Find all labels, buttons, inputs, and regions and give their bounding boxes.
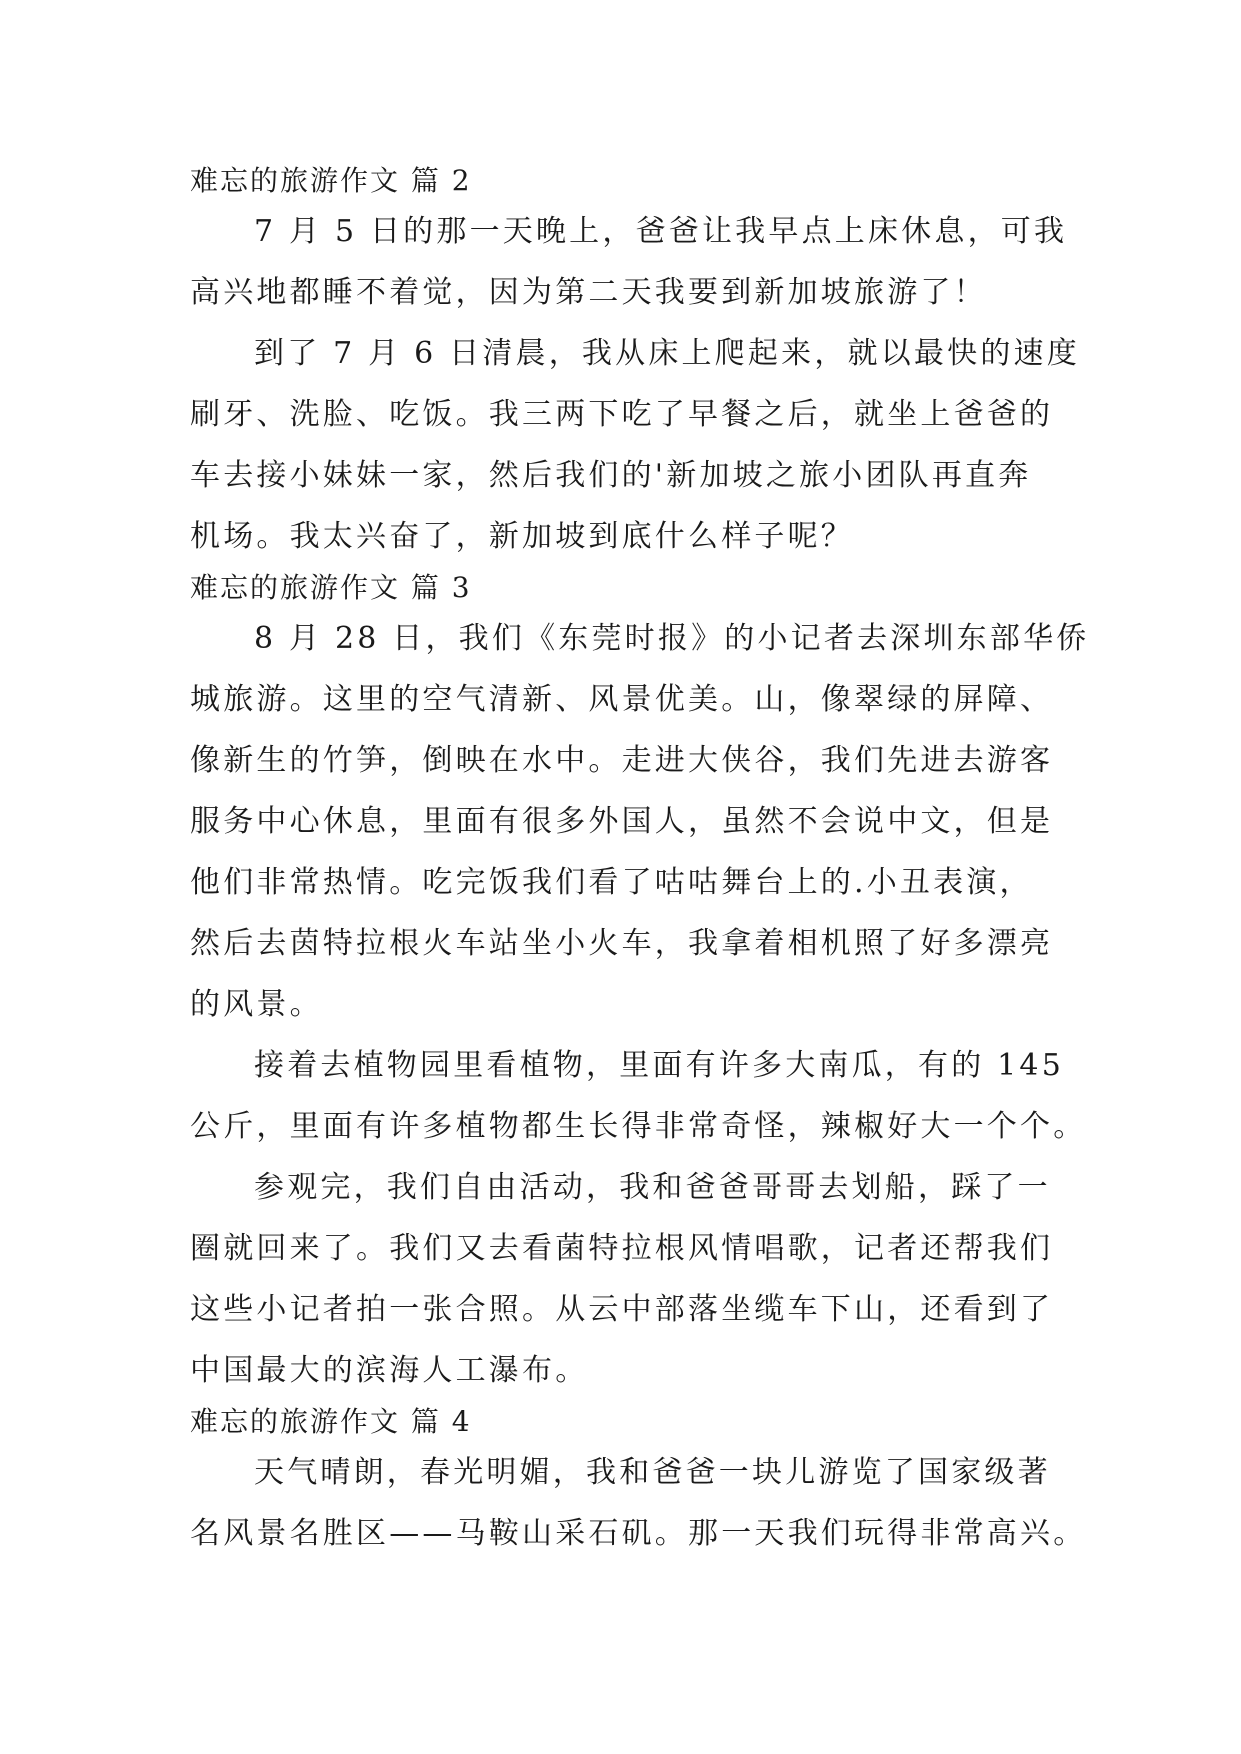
paragraph [190,608,1090,1035]
text-line: 接着去植物园里看植物，里面有许多大南瓜，有的 145 [254,1048,1064,1083]
paragraph [190,1157,1060,1401]
text-line: 到了 7 月 6 日清晨，我从床上爬起来，就以最快的速度 [254,336,1080,371]
text-line: 圈就回来了。我们又去看菌特拉根风情唱歌，记者还帮我们 [190,1231,1054,1266]
text-line: 车去接小妹妹一家，然后我们的'新加坡之旅小团队再直奔 [190,458,1032,493]
text-line: 中国最大的滨海人工瀑布。 [190,1353,589,1388]
text-line: 公斤，里面有许多植物都生长得非常奇怪，辣椒好大一个个。 [190,1109,1087,1144]
text-line: 8 月 28 日，我们《东莞时报》的小记者去深圳东部华侨 [254,621,1090,656]
paragraph [190,1035,1087,1157]
paragraph [190,323,1080,567]
text-line: 这些小记者拍一张合照。从云中部落坐缆车下山，还看到了 [190,1292,1054,1327]
text-line: 参观完，我们自由活动，我和爸爸哥哥去划船，踩了一 [254,1170,1051,1205]
essay-section-4 [190,1401,1087,1564]
paragraph [190,1442,1087,1564]
text-line: 他们非常热情。吃完饭我们看了咕咕舞台上的.小丑表演， [190,865,1033,900]
text-line: 天气晴朗，春光明媚，我和爸爸一块儿游览了国家级著 [254,1455,1051,1490]
text-line: 服务中心休息，里面有很多外国人，虽然不会说中文，但是 [190,804,1054,839]
text-line: 然后去茵特拉根火车站坐小火车，我拿着相机照了好多漂亮 [190,926,1054,961]
text-line: 机场。我太兴奋了，新加坡到底什么样子呢？ [190,519,854,554]
text-line: 名风景名胜区——马鞍山采石矶。那一天我们玩得非常高兴。 [190,1516,1087,1551]
essay-section-3 [190,567,1090,1401]
paragraph [190,201,1068,323]
text-line: 7 月 5 日的那一天晚上，爸爸让我早点上床休息，可我 [254,214,1068,249]
section-heading: 难忘的旅游作文 篇 2 [190,164,472,197]
document-body [190,160,1090,1564]
essay-section-2 [190,160,1080,567]
section-heading: 难忘的旅游作文 篇 3 [190,571,472,604]
section-heading: 难忘的旅游作文 篇 4 [190,1405,472,1438]
text-line: 刷牙、洗脸、吃饭。我三两下吃了早餐之后，就坐上爸爸的 [190,397,1054,432]
text-line: 城旅游。这里的空气清新、风景优美。山，像翠绿的屏障、 [190,682,1054,717]
text-line: 高兴地都睡不着觉，因为第二天我要到新加坡旅游了！ [190,275,987,310]
text-line: 的风景。 [190,987,323,1022]
text-line: 像新生的竹笋，倒映在水中。走进大侠谷，我们先进去游客 [190,743,1054,778]
